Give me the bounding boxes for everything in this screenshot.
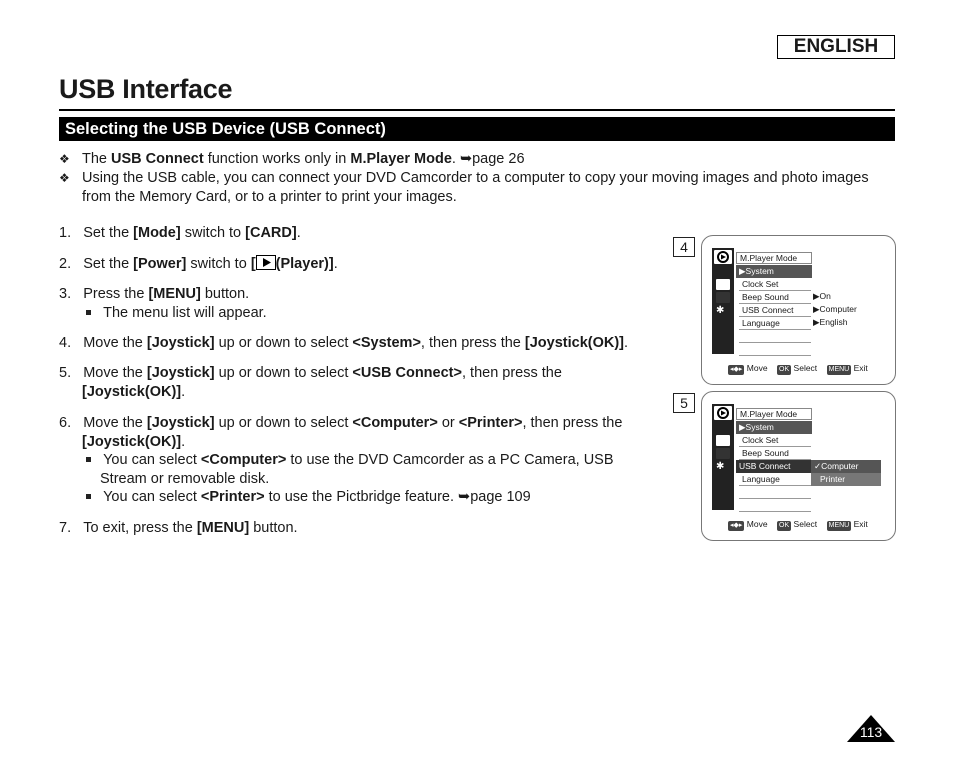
menu-row-blank xyxy=(739,343,811,356)
step-6-cont: [Joystick(OK)]. xyxy=(82,434,186,450)
menu-row-blank xyxy=(739,330,811,343)
menu-item-system: ▶System xyxy=(736,265,812,278)
menu-item-language: Language xyxy=(739,473,811,486)
display-icon xyxy=(715,278,731,291)
screen-5-label: 5 xyxy=(673,393,695,413)
menu-option-printer: Printer xyxy=(811,473,881,486)
note-usb-connect: The USB Connect function works only in M.Player Mode. ➥page 26 xyxy=(82,151,525,167)
menu-item-system: ▶System xyxy=(736,421,812,434)
step-6: 6. Move the [Joystick] up or down to select <Computer> or <Printer>, then press the xyxy=(59,415,623,431)
screen-4-label: 4 xyxy=(673,237,695,257)
play-icon xyxy=(256,255,276,270)
page-title: USB Interface xyxy=(59,74,233,104)
joystick-icon: ◂◆▸ xyxy=(730,366,743,373)
menu-mode-header: M.Player Mode xyxy=(736,408,812,420)
menu-value-computer: ▶Computer xyxy=(813,304,857,314)
tv-icon xyxy=(715,291,731,304)
menu-item-language: Language xyxy=(739,317,811,330)
menu-footer: ◂◆▸ Move OK Select MENU Exit xyxy=(730,363,868,373)
page-arrow-icon: ➥ xyxy=(458,489,471,505)
menu-item-usb-connect: USB Connect xyxy=(736,460,811,473)
step-6-sub-computer-cont: Stream or removable disk. xyxy=(100,471,270,487)
camera-icon xyxy=(713,405,733,421)
step-5-cont: [Joystick(OK)]. xyxy=(82,384,186,400)
step-3: 3. Press the [MENU] button. xyxy=(59,286,250,302)
camera-icon xyxy=(713,249,733,265)
menu-item-beep-sound: Beep Sound xyxy=(739,291,811,304)
section-heading: Selecting the USB Device (USB Connect) xyxy=(59,117,895,141)
menu-footer: ◂◆▸ Move OK Select MENU Exit xyxy=(730,519,868,529)
menu-row-blank xyxy=(739,499,811,512)
menu-item-beep-sound: Beep Sound xyxy=(739,447,811,460)
menu-item-clock-set: Clock Set xyxy=(739,278,811,291)
note-bullet-icon: ❖ xyxy=(59,152,70,166)
menu-value-english: ▶English xyxy=(813,317,848,327)
menu-value-on: ▶On xyxy=(813,291,831,301)
page-number: 113 xyxy=(859,724,883,740)
step-6-sub-computer: You can select <Computer> to use the DVD Camcorder as a PC Camera, USB xyxy=(86,451,614,470)
step-1: 1. Set the [Mode] switch to [CARD]. xyxy=(59,225,301,241)
note-usb-cable: Using the USB cable, you can connect your DVD Camcorder to a computer to copy your moving images and photo images from the Memory Card, or to a printer to print your images. xyxy=(82,170,869,205)
menu-item-usb-connect: USB Connect xyxy=(739,304,811,317)
step-3-sub: The menu list will appear. xyxy=(86,304,267,323)
step-5: 5. Move the [Joystick] up or down to select <USB Connect>, then press the xyxy=(59,365,562,381)
menu-item-clock-set: Clock Set xyxy=(739,434,811,447)
step-6-sub-printer: You can select <Printer> to use the Pictbridge feature. ➥page 109 xyxy=(86,488,531,507)
menu-option-computer: ✓Computer xyxy=(811,460,881,473)
page-arrow-icon: ➥ xyxy=(459,151,473,167)
display-icon xyxy=(715,434,731,447)
tv-icon xyxy=(715,447,731,460)
menu-row-blank xyxy=(739,486,811,499)
settings-icon: ✱ xyxy=(716,305,725,316)
joystick-icon: ◂◆▸ xyxy=(730,522,743,529)
title-divider xyxy=(59,109,895,111)
note-bullet-icon: ❖ xyxy=(59,171,70,185)
menu-mode-header: M.Player Mode xyxy=(736,252,812,264)
step-7: 7. To exit, press the [MENU] button. xyxy=(59,520,298,536)
language-label: ENGLISH xyxy=(777,35,895,59)
step-4: 4. Move the [Joystick] up or down to select <System>, then press the [Joystick(OK)]. xyxy=(59,335,629,351)
step-2: 2. Set the [Power] switch to [ (Player)]. xyxy=(59,256,338,272)
settings-icon: ✱ xyxy=(716,461,725,472)
